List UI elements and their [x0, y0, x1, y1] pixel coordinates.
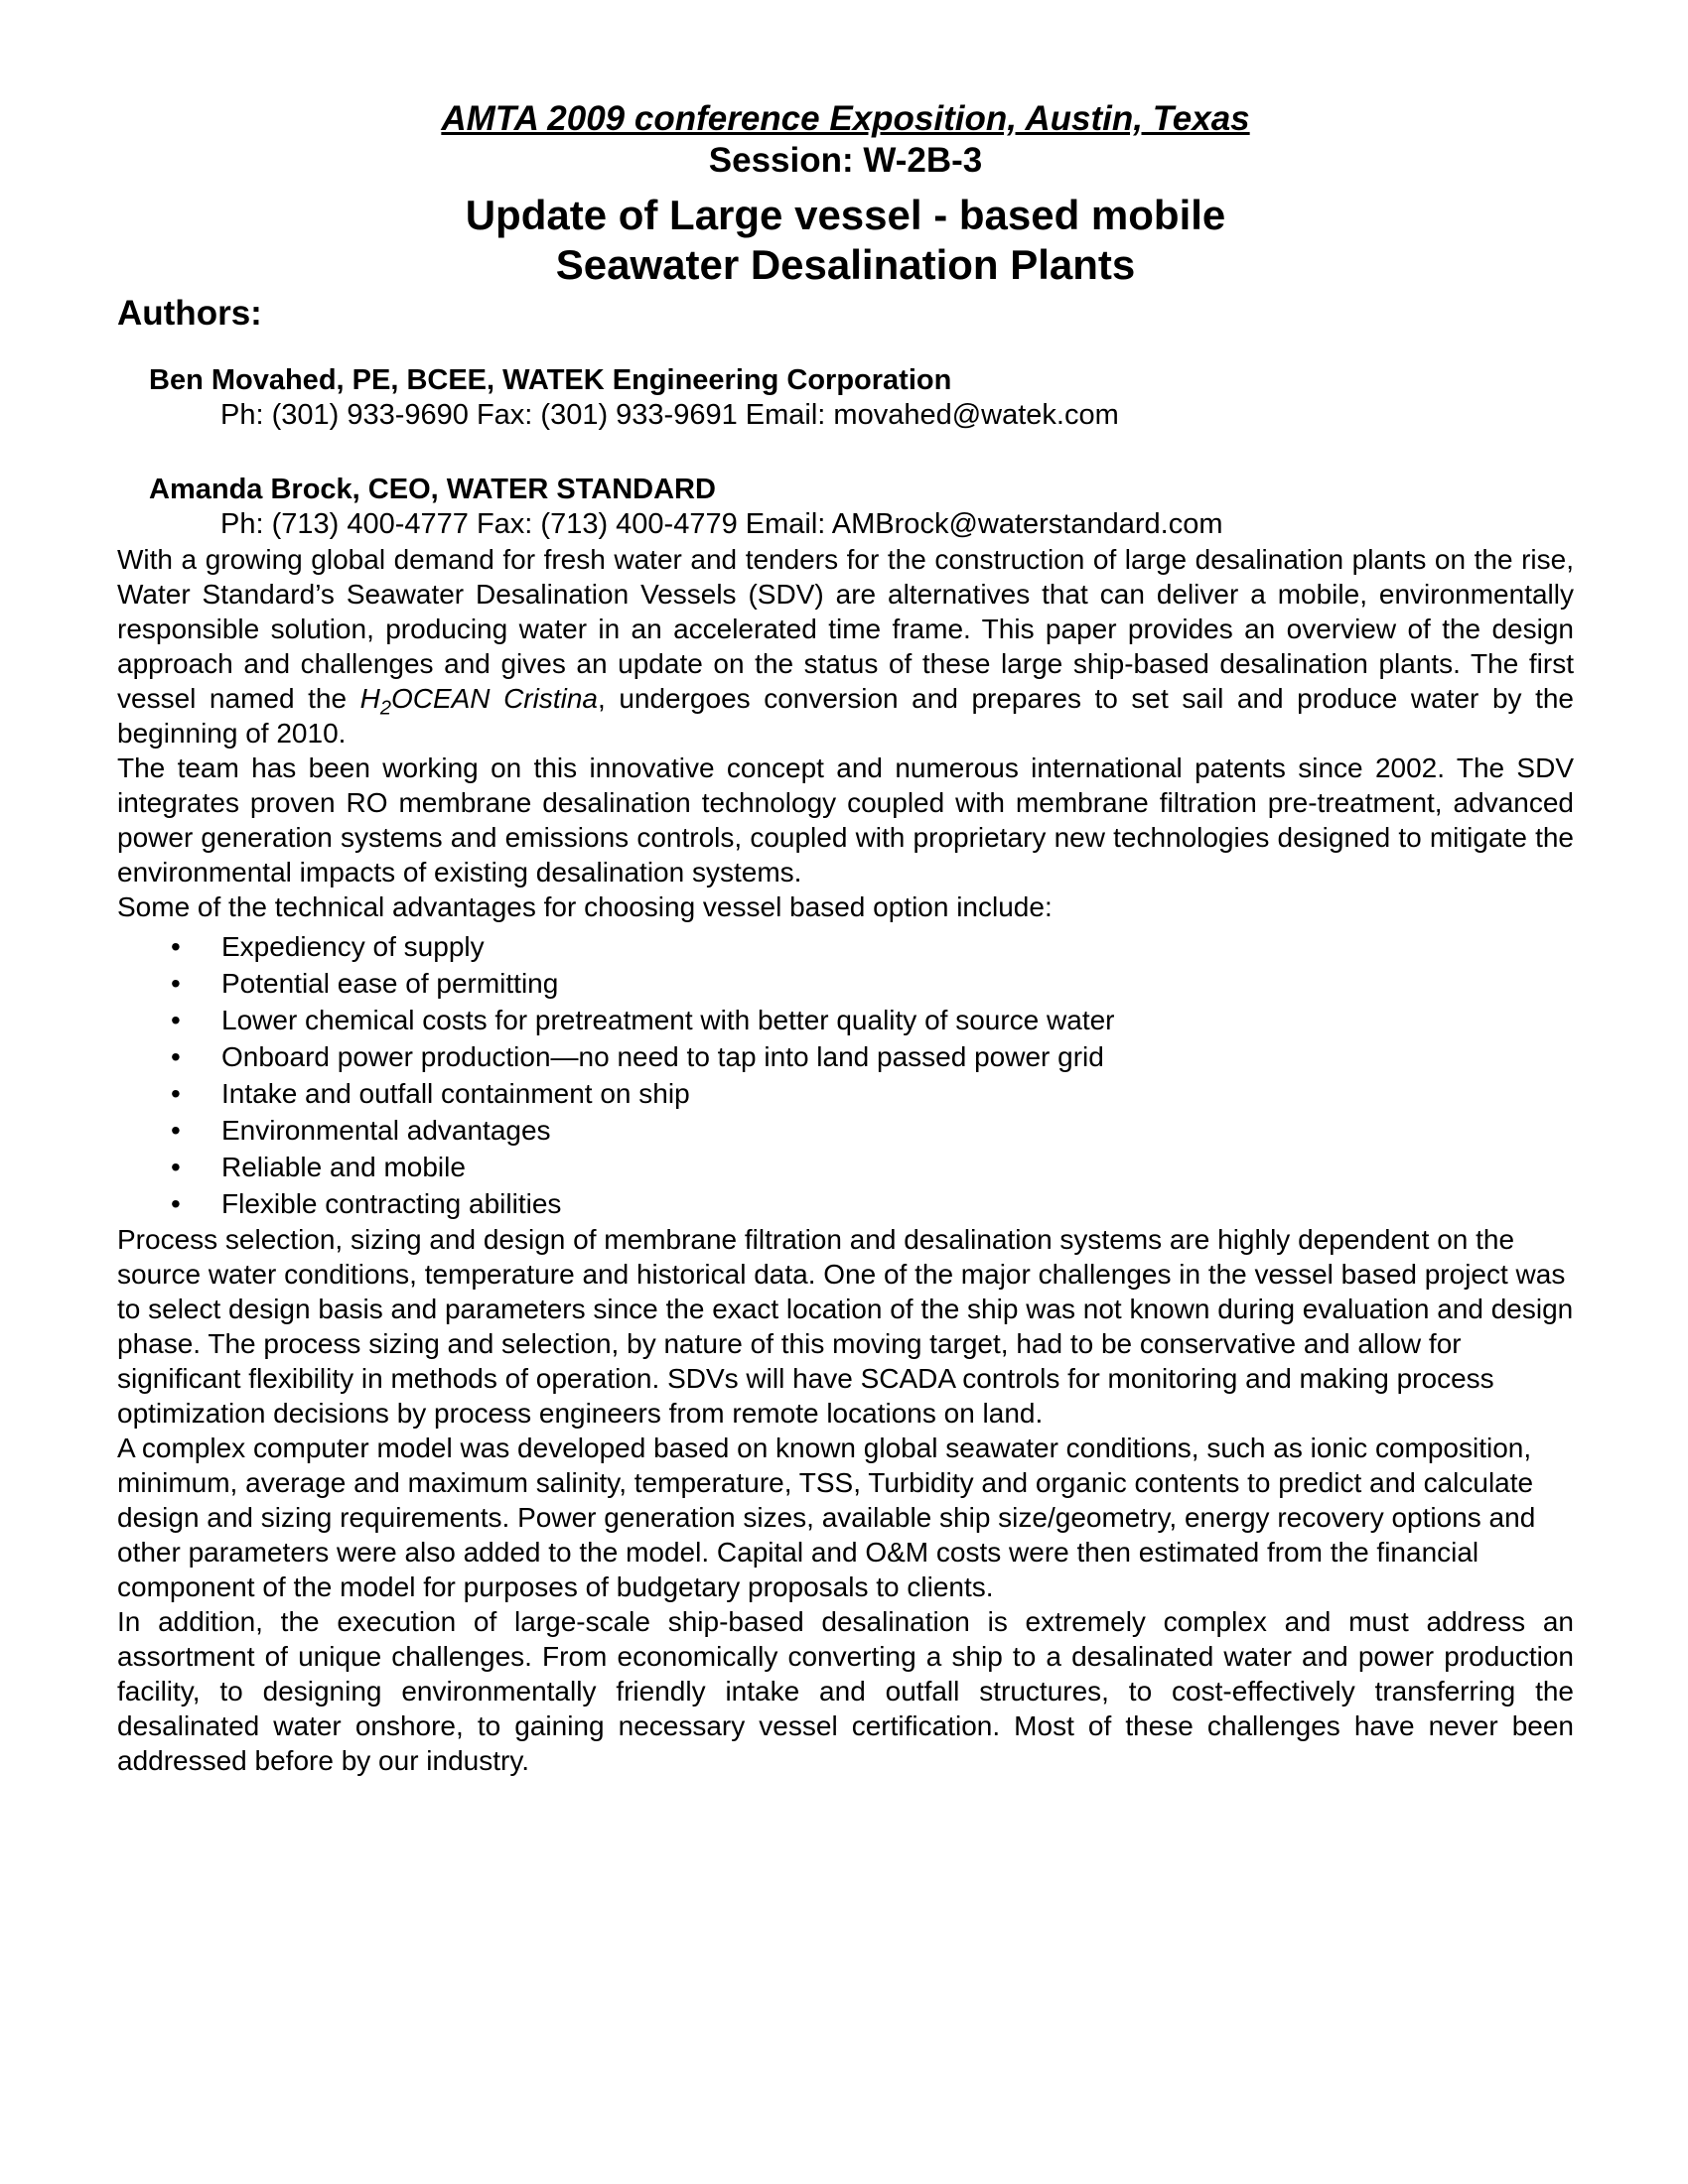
author-contact: Ph: (713) 400-4777 Fax: (713) 400-4779 Email: AMBrock@waterstandard.com	[220, 508, 1223, 540]
page-title-line-2: Seawater Desalination Plants	[555, 241, 1136, 288]
author-name: Ben Movahed, PE, BCEE, WATEK Engineering Corporation	[149, 364, 952, 396]
list-item-text: Environmental advantages	[221, 1115, 551, 1146]
paragraph-process-selection: Process selection, sizing and design of membrane filtration and desalination systems are highly dependent on the source water conditions, temperature and historical data. One of the major challenges in the vessel based project was to select design basis and parameters since the exact location of the ship was not known during evaluation and design phase. The process sizing and selection, by nature of this moving target, had to be conservative and allow for significant flexibility in methods of operation. SDVs will have SCADA controls for monitoring and making process optimization decisions by process engineers from remote locations on land.	[117, 1224, 1574, 1429]
bullet-icon: •	[171, 931, 181, 962]
bullets-intro: Some of the technical advantages for choosing vessel based option include:	[117, 891, 1053, 922]
list-item	[117, 965, 1574, 1002]
bullet-icon: •	[171, 968, 181, 999]
session-number: Session: W-2B-3	[708, 141, 983, 180]
bullet-icon: •	[171, 1041, 181, 1072]
page-title	[117, 191, 1574, 290]
list-item	[117, 1038, 1574, 1075]
conference-title: AMTA 2009 conference Exposition, Austin, Texas	[441, 99, 1250, 138]
bullet-icon: •	[171, 1005, 181, 1035]
authors-label: Authors:	[117, 294, 262, 333]
bullet-icon: •	[171, 1078, 181, 1109]
vessel-name-rest: OCEAN Cristina	[390, 683, 598, 714]
vessel-name	[359, 683, 598, 720]
list-item-text: Flexible contracting abilities	[221, 1188, 562, 1219]
list-item	[117, 928, 1574, 965]
paragraph-computer-model: A complex computer model was developed based on known global seawater conditions, such as ionic composition, minimum, average and maximum salinity, temperature, TSS, Turbidity and organic contents to predict and calculate design and sizing requirements. Power generation sizes, available ship size/geometry, energy recovery options and other parameters were also added to the model. Capital and O&M costs were then estimated from the financial component of the model for purposes of budgetary proposals to clients.	[117, 1433, 1536, 1602]
advantages-list	[117, 928, 1574, 1222]
list-item	[117, 1075, 1574, 1112]
author-entry	[149, 363, 1574, 433]
bullet-icon: •	[171, 1152, 181, 1182]
author-entry	[149, 473, 1574, 542]
bullet-icon: •	[171, 1115, 181, 1146]
list-item-text: Expediency of supply	[221, 931, 485, 962]
bullet-icon: •	[171, 1188, 181, 1219]
paragraph-challenges: In addition, the execution of large-scale ship-based desalination is extremely complex and must address an assortment of unique challenges. From economically converting a ship to a desalinated water and power production facility, to designing environmentally friendly intake and outfall structures, to cost-effectively transferring the desalinated water onshore, to gaining necessary vessel certification. Most of these challenges have never been addressed before by our industry.	[117, 1606, 1574, 1776]
vessel-name-h: H	[359, 683, 380, 714]
list-item-text: Lower chemical costs for pretreatment with better quality of source water	[221, 1005, 1115, 1035]
list-item-text: Onboard power production—no need to tap into land passed power grid	[221, 1041, 1104, 1072]
paragraph-team: The team has been working on this innovative concept and numerous international patents since 2002. The SDV integrates proven RO membrane desalination technology coupled with membrane filtration pre-treatment, advanced power generation systems and emissions controls, coupled with proprietary new technologies designed to mitigate the environmental impacts of existing desalination systems.	[117, 752, 1574, 887]
list-item-text: Reliable and mobile	[221, 1152, 466, 1182]
list-item	[117, 1002, 1574, 1038]
list-item	[117, 1185, 1574, 1222]
list-item-text: Intake and outfall containment on ship	[221, 1078, 690, 1109]
paragraph-overview-tail: , undergoes conversion and prepares to set sail and produce water by the beginning of 2010.	[117, 683, 1574, 749]
list-item	[117, 1149, 1574, 1185]
author-contact: Ph: (301) 933-9690 Fax: (301) 933-9691 Email: movahed@watek.com	[220, 399, 1119, 431]
paragraph-overview-text: With a growing global demand for fresh water and tenders for the construction of large desalination plants on the rise, Water Standard’s Seawater Desalination Vessels (SDV) are alternatives that can deliver a mobile, environmentally responsible solution, producing water in an accelerated time frame. This paper provides an overview of the design approach and challenges and gives an update on the status of these large ship-based desalination plants. The first vessel named the	[117, 544, 1574, 714]
list-item	[117, 1112, 1574, 1149]
paragraph-overview	[117, 542, 1574, 751]
vessel-name-subscript: 2	[379, 697, 391, 720]
list-item-text: Potential ease of permitting	[221, 968, 559, 999]
author-name: Amanda Brock, CEO, WATER STANDARD	[149, 474, 716, 505]
page-title-line-1: Update of Large vessel - based mobile	[465, 192, 1226, 238]
document-header	[117, 99, 1574, 290]
